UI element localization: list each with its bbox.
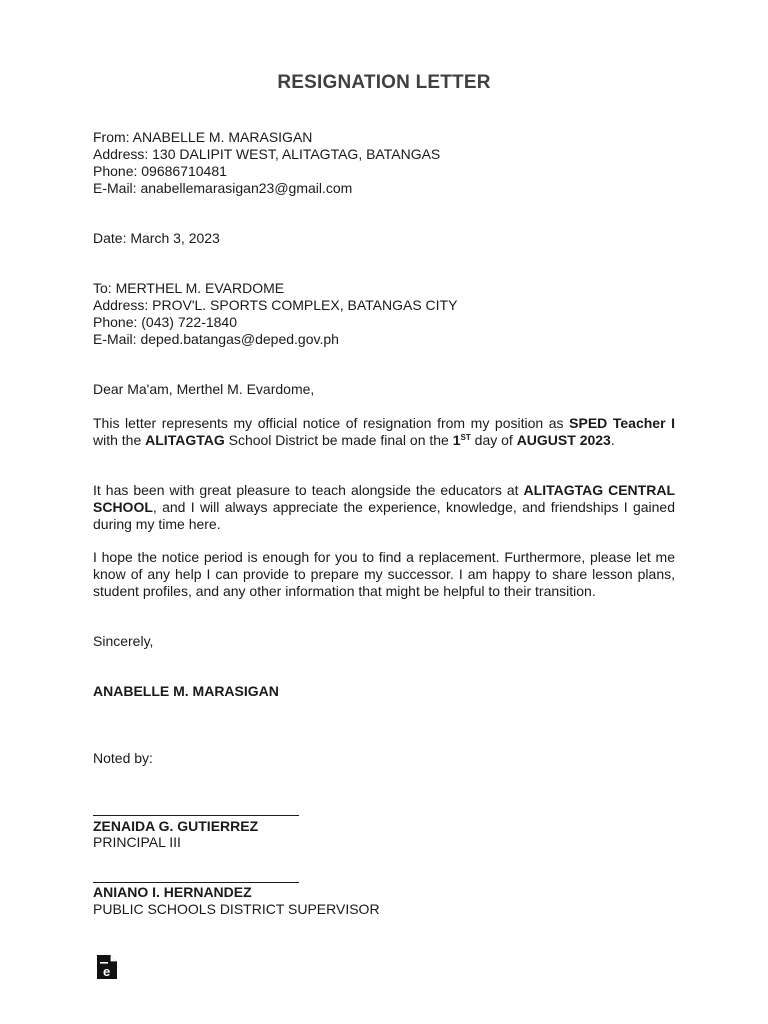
paragraph-1 (93, 415, 675, 449)
p1-text-3: School District be made final on the (224, 432, 453, 448)
recipient-phone: Phone: (043) 722-1840 (93, 314, 237, 330)
svg-text:e: e (102, 964, 111, 979)
p1-text-1: This letter represents my official notice of resignation from my position as (93, 415, 570, 431)
p1-text-2: with the (93, 432, 146, 448)
sender-from: From: ANABELLE M. MARASIGAN (93, 129, 313, 145)
recipient-to: To: MERTHEL M. EVARDOME (93, 280, 285, 296)
p1-position: SPED Teacher I (569, 415, 675, 431)
noted-by-label: Noted by: (93, 750, 153, 766)
signature-line-1 (93, 815, 299, 816)
approver-1-position: PRINCIPAL III (93, 834, 181, 850)
p2-text-2: , and I will always appreciate the experience, knowledge, and friendships I gained during my time here. (93, 499, 675, 532)
p1-day-suffix: ST (460, 433, 471, 442)
document-e-icon (97, 955, 117, 979)
p2-school: ALITAGTAG CENTRAL SCHOOL (93, 482, 675, 515)
salutation: Dear Ma'am, Merthel M. Evardome, (93, 381, 315, 397)
sender-address: Address: 130 DALIPIT WEST, ALITAGTAG, BATANGAS (93, 146, 441, 162)
approver-2-position: PUBLIC SCHOOLS DISTRICT SUPERVISOR (93, 901, 380, 917)
paragraph-3: I hope the notice period is enough for you to find a replacement. Furthermore, please let me know of any help I can provide to prepare my successor. I am happy to share lesson plans, student profiles, and any other information that might be helpful to their transition. (93, 549, 675, 599)
recipient-email: E-Mail: deped.batangas@deped.gov.ph (93, 331, 339, 347)
closing: Sincerely, (93, 633, 154, 649)
p1-month-year: AUGUST 2023 (516, 432, 611, 448)
signature-line-2 (93, 882, 299, 883)
approver-2-name: ANIANO I. HERNANDEZ (93, 884, 252, 900)
recipient-address: Address: PROV'L. SPORTS COMPLEX, BATANGAS CITY (93, 297, 458, 313)
sender-phone: Phone: 09686710481 (93, 163, 227, 179)
signer-name: ANABELLE M. MARASIGAN (93, 683, 279, 699)
p1-day: 1 (452, 432, 461, 448)
paragraph-2 (93, 482, 675, 533)
p1-district: ALITAGTAG (145, 432, 225, 448)
p1-text-4: day of (470, 432, 517, 448)
p2-text-1: It has been with great pleasure to teach alongside the educators at (93, 482, 524, 498)
date-line: Date: March 3, 2023 (93, 230, 220, 246)
recipient-block (93, 280, 675, 348)
sender-block (93, 129, 675, 197)
sender-email: E-Mail: anabellemarasigan23@gmail.com (93, 180, 353, 196)
page-title: RESIGNATION LETTER (277, 72, 491, 93)
approver-1-name: ZENAIDA G. GUTIERREZ (93, 818, 259, 834)
p1-text-5: . (610, 432, 615, 448)
